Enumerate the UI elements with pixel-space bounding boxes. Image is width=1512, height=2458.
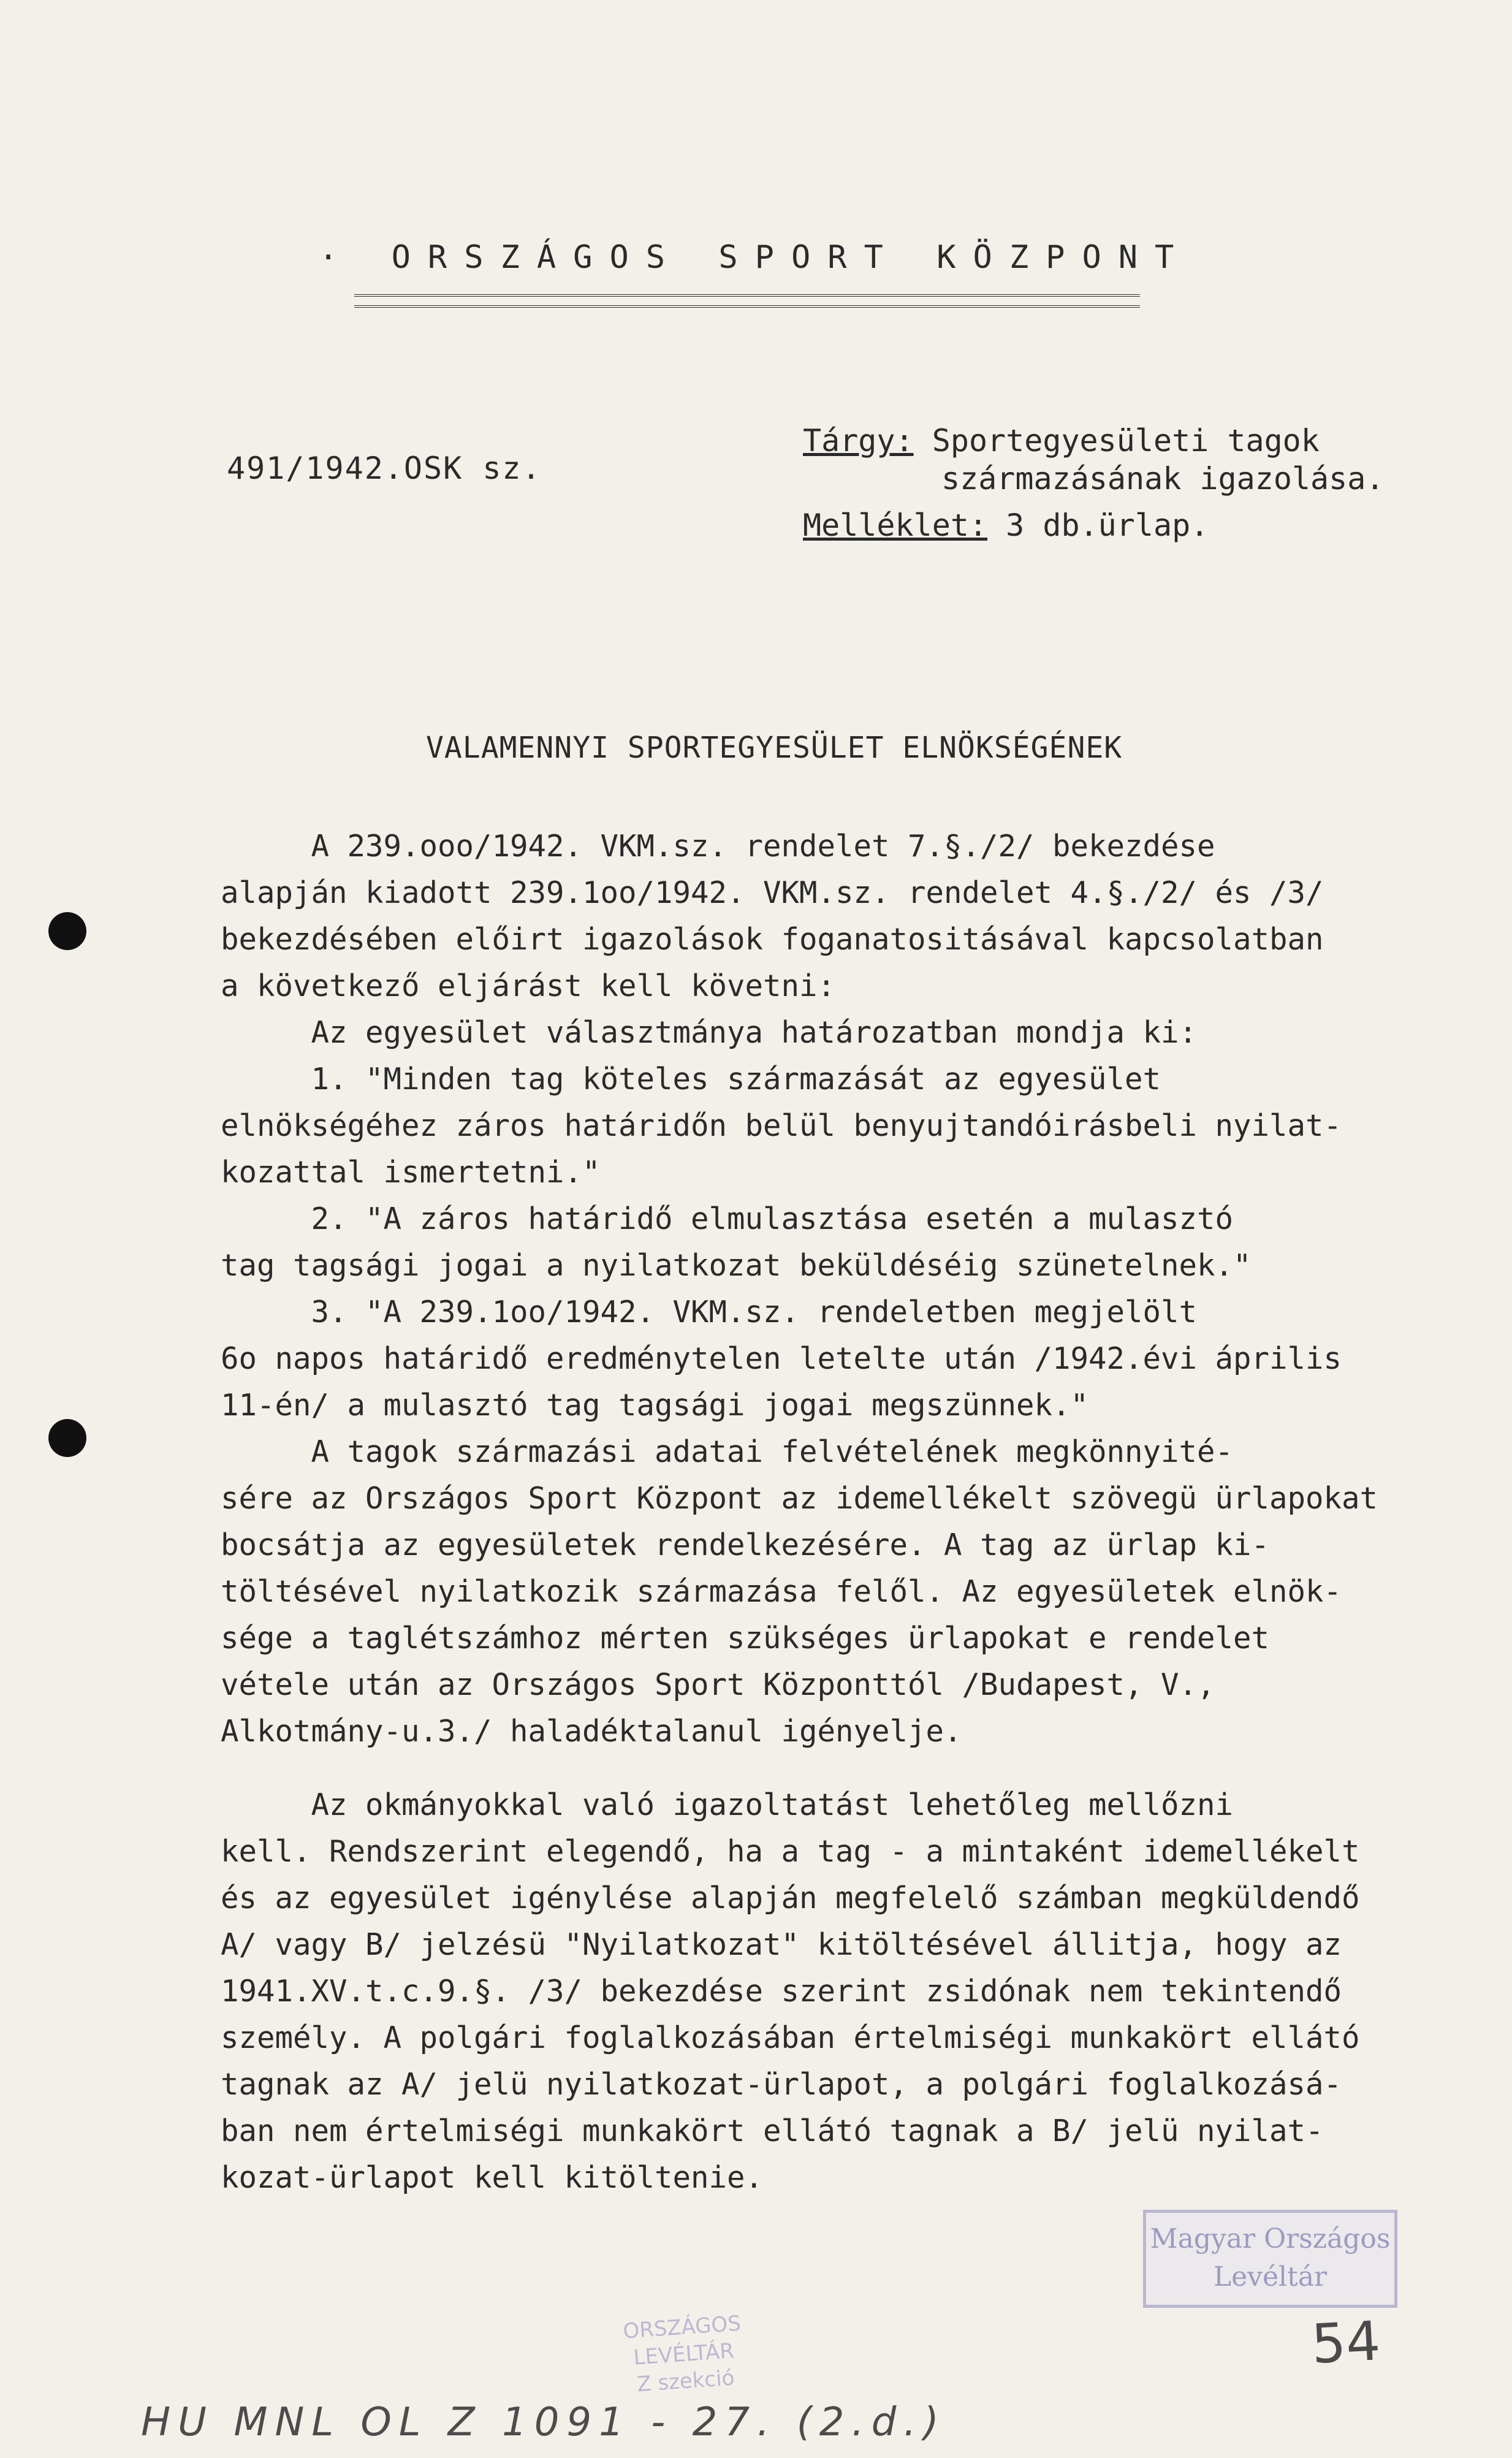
- body-line: 6o napos határidő eredménytelen letelte után /1942.évi április: [221, 1341, 1342, 1376]
- attachment-value: 3 db.ürlap.: [1006, 508, 1209, 543]
- body-line: kell. Rendszerint elegendő, ha a tag - a mintaként idemellékelt: [221, 1834, 1360, 1869]
- body-line: sére az Országos Sport Központ az idemellékelt szövegü ürlapokat: [221, 1481, 1378, 1516]
- body-line: ban nem értelmiségi munkakört ellátó tagnak a B/ jelü nyilat-: [221, 2114, 1324, 2148]
- body-line: és az egyesület igénylése alapján megfelelő számban megküldendő: [221, 1881, 1360, 1916]
- body-line: sége a taglétszámhoz mérten szükséges ürlapokat e rendelet: [221, 1621, 1270, 1656]
- body-line: 2. "A záros határidő elmulasztása esetén a mulasztó: [221, 1201, 1234, 1236]
- subject-line-2: származásának igazolása.: [941, 461, 1385, 497]
- faint-archive-stamp: [583, 2307, 784, 2397]
- body-paragraphs-1: [221, 823, 1397, 1755]
- subject-line-1: Sportegyesületi tagok: [932, 423, 1320, 458]
- body-line: 1. "Minden tag köteles származását az egyesület: [221, 1062, 1161, 1097]
- subject-block: [803, 422, 1384, 544]
- body-line: alapján kiadott 239.1oo/1942. VKM.sz. rendelet 4.§./2/ és /3/: [221, 875, 1324, 910]
- body-line: A 239.ooo/1942. VKM.sz. rendelet 7.§./2/ bekezdése: [221, 829, 1215, 864]
- archive-reference: HU MNL OL Z 1091 - 27. (2.d.): [141, 2400, 946, 2445]
- body-line: tagnak az A/ jelü nyilatkozat-ürlapot, a polgári foglalkozásá-: [221, 2067, 1342, 2102]
- punch-hole: [48, 1419, 86, 1457]
- reference-number: 491/1942.OSK sz.: [227, 451, 542, 486]
- punch-hole: [48, 912, 86, 950]
- handwritten-page-number: 54: [1310, 2309, 1382, 2376]
- faint-stamp-line-1: ORSZÁGOS LEVÉLTÁR: [622, 2311, 742, 2370]
- subject-row: [803, 422, 1384, 460]
- body-line: Az okmányokkal való igazoltatást lehetőleg mellőzni: [221, 1787, 1234, 1822]
- stamp-line-1: Magyar Országos: [1150, 2223, 1391, 2254]
- body-line: 1941.XV.t.c.9.§. /3/ bekezdése szerint zsidónak nem tekintendő: [221, 1974, 1342, 2009]
- body-line: elnökségéhez záros határidőn belül benyujtandóirásbeli nyilat-: [221, 1108, 1342, 1143]
- body-line: tag tagsági jogai a nyilatkozat beküldéséig szünetelnek.": [221, 1248, 1252, 1283]
- body-line: A tagok származási adatai felvételének megkönnyité-: [221, 1434, 1234, 1469]
- body-text: [221, 823, 1397, 2201]
- body-line: töltésével nyilatkozik származása felől. Az egyesületek elnök-: [221, 1574, 1342, 1609]
- body-line: személy. A polgári foglalkozásában értelmiségi munkakört ellátó: [221, 2020, 1360, 2055]
- body-line: 3. "A 239.1oo/1942. VKM.sz. rendeletben megjelölt: [221, 1295, 1198, 1330]
- body-line: A/ vagy B/ jelzésü "Nyilatkozat" kitöltésével állitja, hogy az: [221, 1927, 1342, 1962]
- subject-label: Tárgy:: [803, 423, 914, 458]
- body-line: vétele után az Országos Sport Központtól /Budapest, V.,: [221, 1667, 1215, 1702]
- addressee: VALAMENNYI SPORTEGYESÜLET ELNÖKSÉGÉNEK: [426, 731, 1123, 765]
- stamp-line-2: Levéltár: [1213, 2261, 1328, 2292]
- attachment-row: [803, 506, 1384, 544]
- body-line: bocsátja az egyesületek rendelkezésére. A tag az ürlap ki-: [221, 1528, 1270, 1562]
- body-line: Alkotmány-u.3./ haladéktalanul igényelje.: [221, 1714, 962, 1749]
- attachment-label: Melléklet:: [803, 508, 988, 543]
- archive-stamp: [1143, 2210, 1397, 2308]
- subject-row-2: [803, 460, 1384, 498]
- faint-stamp-line-2: Z szekció: [636, 2365, 735, 2397]
- body-line: Az egyesület választmánya határozatban mondja ki:: [221, 1015, 1198, 1050]
- body-line: kozat-ürlapot kell kitöltenie.: [221, 2160, 764, 2195]
- body-paragraphs-2: [221, 1782, 1397, 2201]
- body-line: kozattal ismertetni.": [221, 1155, 601, 1190]
- body-line: 11-én/ a mulasztó tag tagsági jogai megszünnek.": [221, 1388, 1089, 1423]
- letterhead-title: · ORSZÁGOS SPORT KÖZPONT: [319, 239, 1191, 276]
- body-line: a következő eljárást kell követni:: [221, 968, 836, 1003]
- letterhead-rule: [354, 294, 1140, 308]
- body-line: bekezdésében előirt igazolások foganatositásával kapcsolatban: [221, 922, 1324, 957]
